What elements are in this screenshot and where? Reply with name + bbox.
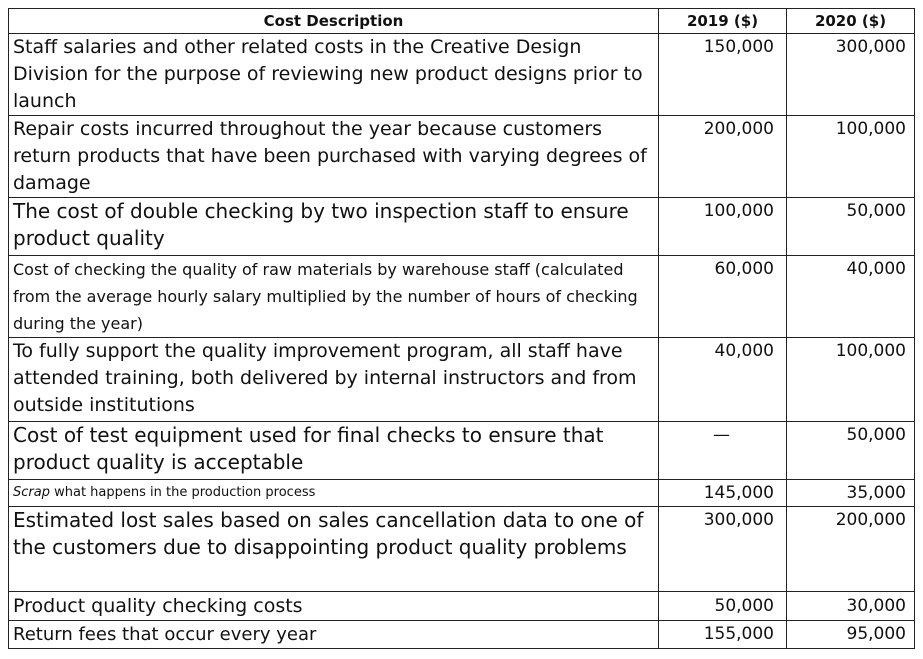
cost-table [8, 8, 915, 649]
table-row [9, 338, 915, 422]
row-value-2019: 145,000 [659, 480, 787, 507]
row-description: To fully support the quality improvement program, all staff have attended training, both delivered by internal instructors and from outside institutions [9, 338, 659, 422]
row-value-2019: 50,000 [659, 592, 787, 621]
header-row [9, 9, 915, 34]
row-value-2019: 300,000 [659, 507, 787, 592]
row-value-2019: 60,000 [659, 256, 787, 338]
row-value-2019: — [659, 422, 787, 480]
header-2020: 2020 ($) [787, 9, 915, 34]
table-row [9, 198, 915, 256]
row-description: Staff salaries and other related costs in the Creative Design Division for the purpose of reviewing new product designs prior to launch [9, 34, 659, 116]
row-value-2020: 200,000 [787, 507, 915, 592]
row-description: Cost of checking the quality of raw materials by warehouse staff (calculated from the average hourly salary multiplied by the number of hours of checking during the year) [9, 256, 659, 338]
row-value-2019: 40,000 [659, 338, 787, 422]
row-description: Return fees that occur every year [9, 621, 659, 649]
row-value-2020: 35,000 [787, 480, 915, 507]
scrap-term: Scrap [13, 485, 50, 500]
row-description: Estimated lost sales based on sales cancellation data to one of the customers due to disappointing product quality problems [9, 507, 659, 592]
header-2019: 2019 ($) [659, 9, 787, 34]
row-value-2020: 300,000 [787, 34, 915, 116]
row-description: Cost of test equipment used for final checks to ensure that product quality is acceptable [9, 422, 659, 480]
table-row [9, 34, 915, 116]
row-description: The cost of double checking by two inspection staff to ensure product quality [9, 198, 659, 256]
table-row [9, 480, 915, 507]
row-value-2020: 50,000 [787, 198, 915, 256]
row-value-2020: 100,000 [787, 338, 915, 422]
row-value-2019: 155,000 [659, 621, 787, 649]
row-value-2020: 40,000 [787, 256, 915, 338]
row-description: Product quality checking costs [9, 592, 659, 621]
table-row [9, 621, 915, 649]
row-value-2019: 150,000 [659, 34, 787, 116]
row-value-2019: 100,000 [659, 198, 787, 256]
row-description [9, 480, 659, 507]
row-value-2020: 100,000 [787, 116, 915, 198]
table-row [9, 592, 915, 621]
scrap-description-text: what happens in the production process [49, 485, 316, 500]
row-value-2020: 50,000 [787, 422, 915, 480]
row-value-2020: 95,000 [787, 621, 915, 649]
table-row [9, 507, 915, 592]
table-row [9, 422, 915, 480]
table-row [9, 116, 915, 198]
row-value-2020: 30,000 [787, 592, 915, 621]
table-row [9, 256, 915, 338]
header-cost-description: Cost Description [9, 9, 659, 34]
row-value-2019: 200,000 [659, 116, 787, 198]
row-description: Repair costs incurred throughout the year because customers return products that have been purchased with varying degrees of damage [9, 116, 659, 198]
